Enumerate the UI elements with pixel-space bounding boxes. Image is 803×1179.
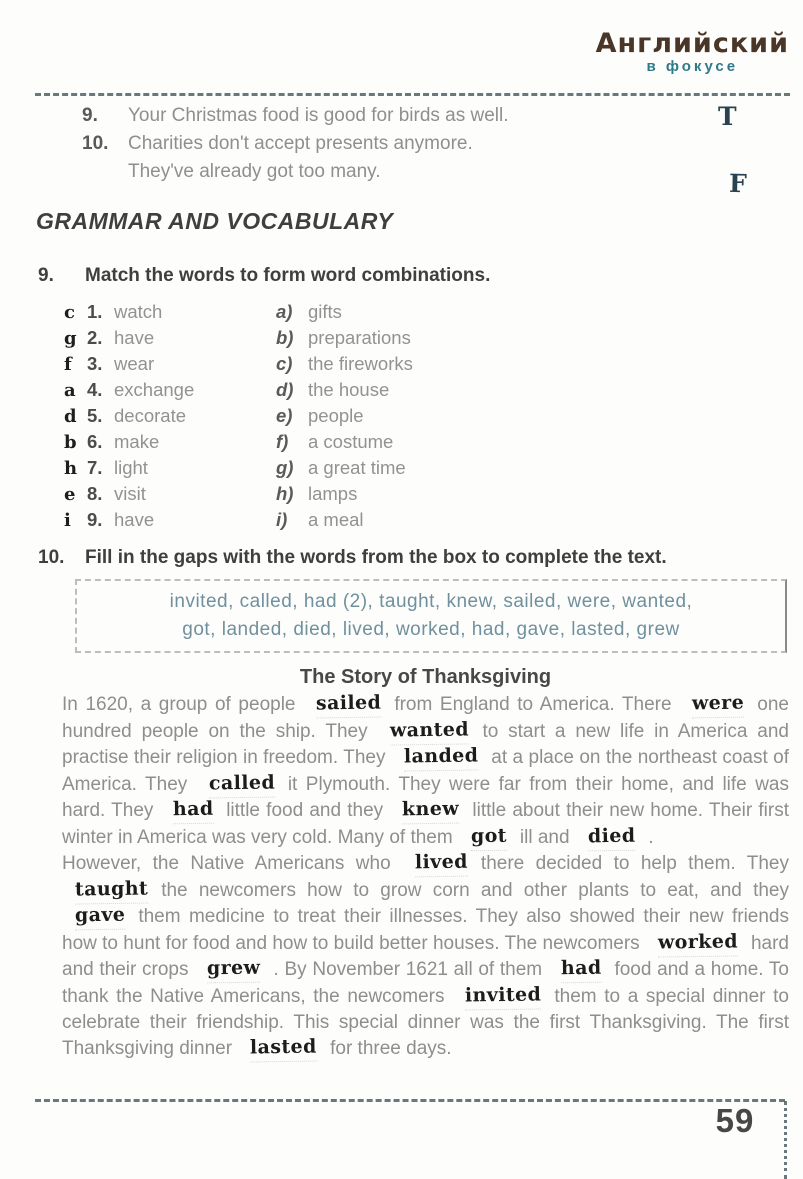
match-row: [64, 429, 658, 455]
match-option-letter: i): [276, 509, 288, 530]
match-option-letter: d): [276, 379, 294, 400]
match-option-letter: e): [276, 405, 293, 426]
exercise-9-head: [38, 264, 658, 288]
match-word: exchange: [114, 379, 195, 400]
match-word: make: [114, 431, 160, 452]
match-number: 4.: [87, 379, 103, 400]
handwritten-answer-true: T: [718, 102, 737, 131]
handwritten-gap-answer: sailed: [316, 691, 382, 718]
match-option-letter: f): [276, 431, 289, 452]
handwritten-gap-answer: lasted: [250, 1034, 317, 1061]
match-number: 8.: [87, 483, 103, 504]
handwritten-match-answer: d: [64, 406, 77, 427]
match-number: 7.: [87, 457, 103, 478]
match-option-phrase: a costume: [308, 431, 394, 452]
handwritten-gap-answer: grew: [207, 956, 261, 983]
story-title: The Story of Thanksgiving: [299, 666, 552, 688]
match-word: light: [114, 457, 148, 478]
handwritten-match-answer: h: [64, 458, 78, 479]
handwritten-gap-answer: called: [209, 770, 275, 797]
match-row: [64, 299, 658, 325]
tf-item-line: Charities don't accept presents anymore.: [128, 133, 473, 154]
handwritten-gap-answer: lived: [415, 850, 468, 877]
match-number: 2.: [87, 327, 103, 348]
handwritten-match-answer: a: [64, 380, 76, 401]
section-heading: GRAMMAR AND VOCABULARY: [36, 208, 394, 234]
handwritten-gap-answer: taught: [75, 876, 149, 904]
logo-title: Английский: [595, 28, 789, 59]
story: [62, 666, 789, 1062]
match-option-letter: g): [276, 457, 294, 478]
exercise-10-number: 10.: [38, 547, 65, 568]
match-option-letter: c): [276, 353, 293, 374]
exercise-9-number: 9.: [38, 265, 54, 286]
tf-item: [82, 102, 672, 130]
match-number: 1.: [87, 301, 103, 322]
match-option-phrase: the fireworks: [308, 353, 413, 374]
spotlight-logo: [596, 30, 789, 75]
exercise-10-instruction: Fill in the gaps with the words from the box to complete the text.: [85, 547, 667, 568]
bottom-dashed-rule: [35, 1099, 785, 1102]
story-paragraph-1: In 1620, a group of people sailed from England to America. There were one hundred people on the ship. They wanted to start a new life in America and practise their religion in freedom. They landed at a place on the northeast coast of America. They called it Plymouth. They were far from their home, and life was hard. They had little food and they knew little about their new home. Their first winter in America was very cold. Many of them got ill and died .: [62, 692, 789, 851]
handwritten-gap-answer: had: [172, 797, 213, 824]
page-number: 59: [715, 1102, 755, 1139]
match-word: decorate: [114, 405, 186, 426]
handwritten-match-answer: c: [64, 302, 75, 323]
tf-item-text: [128, 130, 473, 186]
match-row: [64, 481, 658, 507]
word-box-line-1: invited, called, had (2), taught, knew, sailed, were, wanted,: [169, 591, 693, 612]
match-option-phrase: a meal: [308, 509, 364, 530]
match-number: 6.: [87, 431, 103, 452]
handwritten-gap-answer: died: [588, 823, 636, 850]
handwritten-gap-answer: wanted: [390, 717, 469, 745]
match-number: 5.: [87, 405, 103, 426]
match-option-phrase: lamps: [308, 483, 358, 504]
exercise-10-head: [38, 546, 790, 570]
handwritten-gap-answer: gave: [75, 903, 126, 930]
match-list: [64, 299, 658, 533]
handwritten-match-answer: b: [64, 432, 77, 453]
match-number: 9.: [87, 509, 103, 530]
handwritten-match-answer: g: [64, 328, 77, 349]
true-false-list: [82, 102, 672, 186]
match-row: [64, 325, 658, 351]
exercise-9: [38, 264, 658, 533]
match-option-letter: b): [276, 327, 294, 348]
word-box: [75, 579, 787, 653]
tf-item-line: Your Christmas food is good for birds as well.: [128, 105, 509, 126]
tf-item-text: [128, 102, 509, 130]
match-row: [64, 377, 658, 403]
handwritten-gap-answer: had: [561, 956, 602, 983]
handwritten-gap-answer: invited: [465, 982, 542, 1010]
match-option-phrase: preparations: [308, 327, 411, 348]
match-word: have: [114, 327, 155, 348]
match-number: 3.: [87, 353, 103, 374]
handwritten-match-answer: e: [64, 484, 76, 505]
match-option-phrase: the house: [308, 379, 390, 400]
match-option-phrase: a great time: [308, 457, 406, 478]
handwritten-gap-answer: were: [692, 691, 745, 718]
tf-item-number: 9.: [82, 105, 98, 126]
exercise-9-instruction: Match the words to form word combinations.: [85, 265, 491, 286]
match-row: [64, 455, 658, 481]
tf-item-number: 10.: [82, 133, 109, 154]
handwritten-gap-answer: worked: [658, 929, 738, 957]
match-row: [64, 507, 658, 533]
exercise-10: [38, 546, 790, 1062]
logo-subtitle: в фокусе: [646, 58, 739, 76]
tf-item-line: They've already got too many.: [128, 161, 381, 182]
match-option-phrase: people: [308, 405, 364, 426]
handwritten-gap-answer: landed: [404, 743, 479, 771]
match-option-phrase: gifts: [308, 301, 342, 322]
match-word: visit: [114, 483, 146, 504]
word-box-line-2: got, landed, died, lived, worked, had, gave, lasted, grew: [182, 619, 680, 640]
handwritten-match-answer: f: [64, 354, 72, 375]
handwritten-answer-false: F: [728, 168, 748, 199]
match-option-letter: h): [276, 483, 294, 504]
match-word: watch: [114, 301, 163, 322]
match-word: wear: [114, 353, 155, 374]
match-word: have: [114, 509, 155, 530]
top-dashed-rule: [35, 93, 790, 96]
match-row: [64, 403, 658, 429]
handwritten-match-answer: i: [64, 510, 71, 531]
bottom-right-dotted-rule: [784, 1101, 787, 1179]
match-option-letter: a): [276, 301, 293, 322]
handwritten-gap-answer: knew: [402, 797, 459, 824]
handwritten-gap-answer: got: [471, 823, 507, 850]
story-paragraph-2: However, the Native Americans who lived there decided to help them. They taught the newcomers how to grow corn and other plants to eat, and they gave them medicine to treat their illnesses. They also showed their new friends how to hunt for food and how to build better houses. The newcomers worked hard and their crops grew . By November 1621 all of them had food and a home. To thank the Native Americans, the newcomers invited them to a special dinner to celebrate their friendship. This special dinner was the first Thanksgiving. The first Thanksgiving dinner lasted for three days.: [62, 851, 789, 1062]
match-row: [64, 351, 658, 377]
tf-item: [82, 130, 672, 186]
